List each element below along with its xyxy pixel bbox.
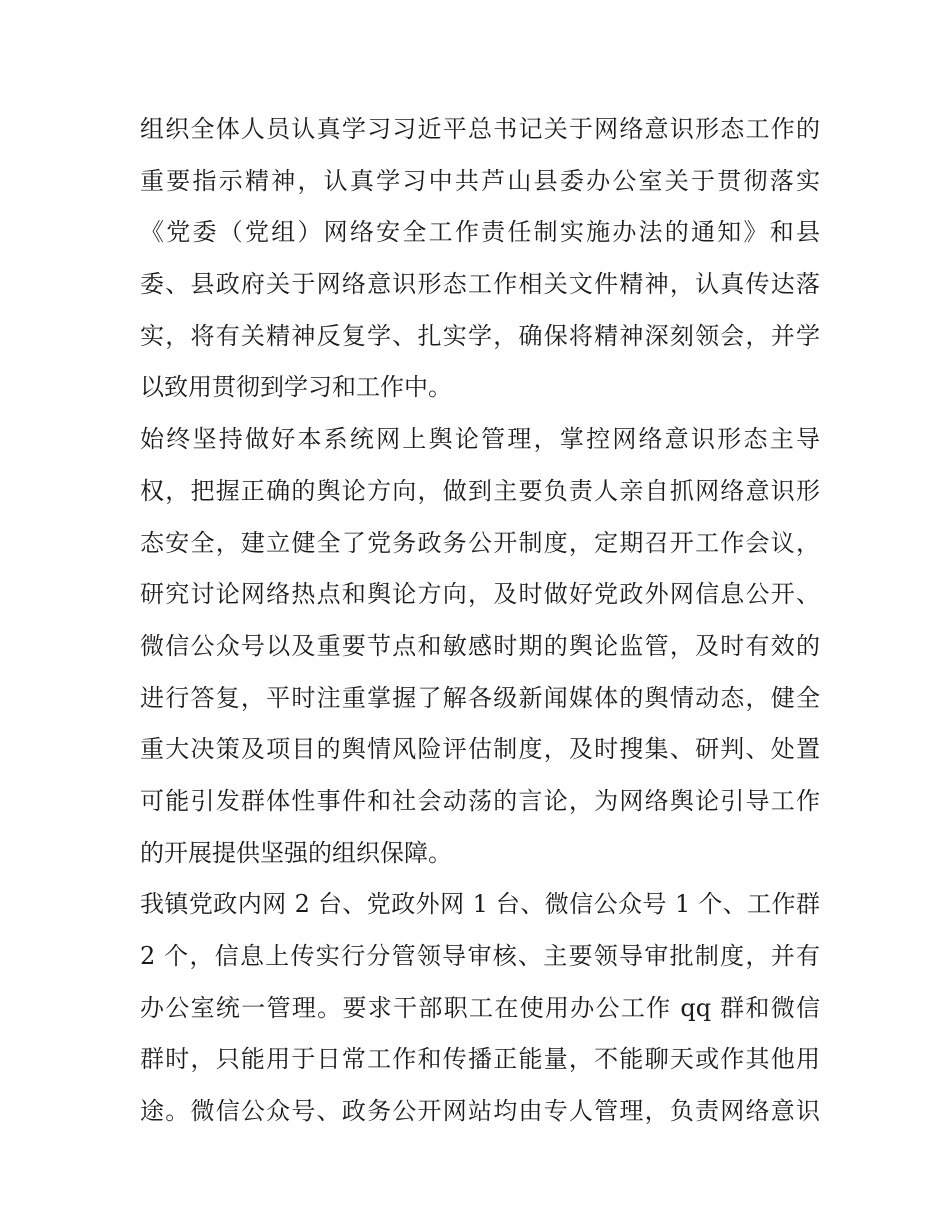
text-line: 始终坚持做好本系统网上舆论管理，掌控网络意识形态主导 xyxy=(140,425,820,454)
text-line: 研究讨论网络热点和舆论方向，及时做好党政外网信息公开、 xyxy=(140,580,820,609)
text-line: 途。微信公众号、政务公开网站均由专人管理，负责网络意识 xyxy=(140,1097,820,1126)
text-line: 可能引发群体性事件和社会动荡的言论，为网络舆论引导工作 xyxy=(140,786,820,815)
text-line: 以致用贯彻到学习和工作中。 xyxy=(140,373,452,402)
document-body xyxy=(140,104,820,1138)
text-line: 权，把握正确的舆论方向，做到主要负责人亲自抓网络意识形 xyxy=(140,476,820,505)
text-line: 重要指示精神，认真学习中共芦山县委办公室关于贯彻落实 xyxy=(140,166,820,195)
text-line: 重大决策及项目的舆情风险评估制度，及时搜集、研判、处置 xyxy=(140,735,820,764)
text-line: 2 个，信息上传实行分管领导审核、主要领导审批制度，并有 xyxy=(140,942,820,970)
text-line: 群时，只能用于日常工作和传播正能量，不能聊天或作其他用 xyxy=(140,1045,820,1074)
text-line: 态安全，建立健全了党务政务公开制度，定期召开工作会议， xyxy=(140,528,820,557)
paragraph-1 xyxy=(140,104,820,414)
text-line: 办公室统一管理。要求干部职工在使用办公工作 qq 群和微信 xyxy=(140,993,820,1022)
text-line: 我镇党政内网 2 台、党政外网 1 台、微信公众号 1 个、工作群 xyxy=(140,890,820,919)
text-line: 的开展提供坚强的组织保障。 xyxy=(140,838,452,867)
text-line: 实，将有关精神反复学、扎实学，确保将精神深刻领会，并学 xyxy=(140,321,820,350)
text-line: 《党委（党组）网络安全工作责任制实施办法的通知》和县 xyxy=(140,218,820,247)
paragraph-3 xyxy=(140,879,820,1137)
text-line: 进行答复，平时注重掌握了解各级新闻媒体的舆情动态，健全 xyxy=(140,683,820,712)
text-line: 微信公众号以及重要节点和敏感时期的舆论监管，及时有效的 xyxy=(140,631,820,660)
text-line: 委、县政府关于网络意识形态工作相关文件精神，认真传达落 xyxy=(140,270,820,299)
paragraph-2 xyxy=(140,414,820,879)
text-line: 组织全体人员认真学习习近平总书记关于网络意识形态工作的 xyxy=(140,115,820,143)
